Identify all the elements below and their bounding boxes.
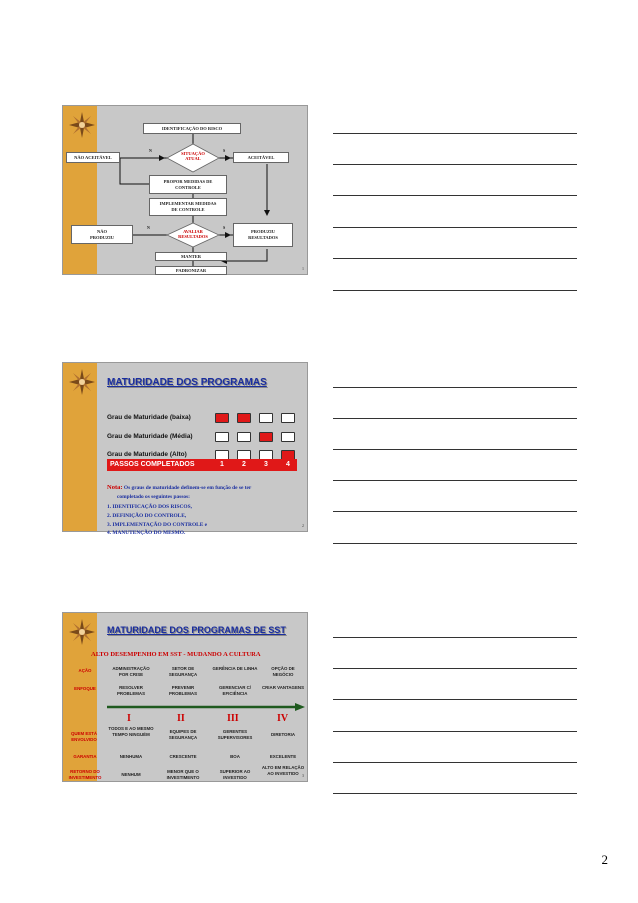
- note-line: [333, 637, 577, 638]
- level-3: III: [227, 713, 239, 724]
- compass-star-icon: [69, 619, 95, 645]
- cell-quem-2: EQUIPES DE SEGURANÇA: [168, 729, 198, 740]
- maturity-square: [237, 432, 251, 442]
- diamond-situacao-atual: SITUAÇÃO ATUAL: [181, 151, 205, 162]
- note-line: [333, 480, 577, 481]
- note-line: [333, 793, 577, 794]
- passos-completados-bar: [107, 459, 297, 471]
- maturity-square: [259, 413, 273, 423]
- cell-garantia-3: BOA: [230, 754, 240, 759]
- slide-title: MATURIDADE DOS PROGRAMAS: [107, 377, 267, 388]
- cell-garantia-2: CRESCENTE: [169, 754, 197, 759]
- step-3: 3. IMPLEMENTAÇÃO DO CONTROLE e: [107, 522, 208, 528]
- cell-retorno-1: NENHUM: [121, 772, 141, 777]
- box-nao-produziu: NÃO PRODUZIU: [71, 225, 133, 244]
- cell-retorno-3: SUPERIOR AO INVESTIDO: [219, 769, 251, 780]
- maturity-square: [281, 432, 295, 442]
- box-propor-medidas: PROPOR MEDIDAS DE CONTROLE: [149, 175, 227, 194]
- slide-maturidade-sst: [62, 612, 308, 782]
- note-line: [333, 449, 577, 450]
- diamond-avaliar-resultados: AVALIAR RESULTADOS: [178, 229, 208, 240]
- maturity-square: [215, 432, 229, 442]
- label-s-1: S: [223, 148, 226, 153]
- nota-text-2: completado os seguintes passos:: [117, 494, 190, 500]
- label-n-2: N: [147, 225, 150, 230]
- cell-acao-2: SETOR DE SEGURANÇA: [168, 666, 198, 677]
- cell-enfoque-2: PREVENIR PROBLEMAS: [168, 685, 198, 696]
- slide-number: 3: [302, 773, 304, 778]
- maturity-label-low: Grau de Maturidade (baixa): [107, 414, 191, 421]
- slide-maturidade: [62, 362, 308, 536]
- note-line: [333, 418, 577, 419]
- box-manter: MANTER: [155, 252, 227, 261]
- note-line: [333, 133, 577, 134]
- page-number: 2: [601, 852, 608, 867]
- nota-text: Os graus de maturidade definem-se em função de se ter: [123, 485, 252, 491]
- slide-number: 1: [302, 266, 304, 271]
- maturity-square: [281, 413, 295, 423]
- box-produziu-resultados: PRODUZIU RESULTADOS: [233, 223, 293, 247]
- passo-1: 1: [220, 461, 224, 468]
- box-nao-aceitavel: NÃO ACEITÁVEL: [66, 152, 120, 163]
- note-line: [333, 543, 577, 544]
- box-implementar-medidas: IMPLEMENTAR MEDIDAS DE CONTROLE: [149, 198, 227, 216]
- maturity-label-high: Grau de Maturidade (Alto): [107, 451, 187, 458]
- cell-quem-1: TODOS E AO MESMO TEMPO NINGUÉM: [108, 726, 154, 737]
- note-line: [333, 699, 577, 700]
- passos-label: PASSOS COMPLETADOS: [110, 461, 195, 468]
- row-label-enfoque: ENFOQUE: [74, 686, 96, 691]
- level-1: I: [127, 713, 131, 724]
- note-line: [333, 195, 577, 196]
- cell-enfoque-3: GERENCIAR C/ EFICIÊNCIA: [219, 685, 251, 696]
- level-2: II: [177, 713, 185, 724]
- row-label-retorno: RETORNO DO INVESTIMENTO: [68, 769, 102, 780]
- maturity-square: [215, 413, 229, 423]
- maturity-square: [237, 413, 251, 423]
- cell-enfoque-1: RESOLVER PROBLEMAS: [116, 685, 146, 696]
- slide-subtitle: ALTO DESEMPENHO EM SST - MUDANDO A CULTURA: [91, 651, 261, 658]
- maturity-label-medium: Grau de Maturidade (Média): [107, 433, 193, 440]
- passo-2: 2: [242, 461, 246, 468]
- row-label-quem: QUEM ESTÁ ENVOLVIDO: [70, 731, 98, 742]
- nota-line: [107, 484, 251, 491]
- note-line: [333, 511, 577, 512]
- step-2: 2. DEFINIÇÃO DO CONTROLE,: [107, 513, 187, 519]
- note-line: [333, 387, 577, 388]
- level-4: IV: [277, 713, 289, 724]
- step-4: 4. MANUTENÇÃO DO MESMO.: [107, 530, 186, 536]
- cell-acao-4: OPÇÃO DE NEGÓCIO: [271, 666, 295, 677]
- label-n-1: N: [149, 148, 152, 153]
- cell-enfoque-4: CRIAR VANTAGENS: [261, 685, 305, 690]
- passo-3: 3: [264, 461, 268, 468]
- note-line: [333, 668, 577, 669]
- note-line: [333, 762, 577, 763]
- cell-acao-3: GERÊNCIA DE LINHA: [212, 666, 258, 671]
- maturity-square: [259, 432, 273, 442]
- cell-retorno-2: MENOR QUE O INVESTIMENTO: [166, 769, 200, 780]
- passo-4: 4: [286, 461, 290, 468]
- cell-retorno-4: ALTO EM RELAÇÃO AO INVESTIDO: [261, 765, 305, 776]
- cell-garantia-4: EXCELENTE: [269, 754, 297, 759]
- note-line: [333, 290, 577, 291]
- box-aceitavel: ACEITÁVEL: [233, 152, 289, 163]
- label-s-2: S: [223, 225, 226, 230]
- note-line: [333, 227, 577, 228]
- slide-flowchart: [62, 105, 308, 275]
- note-line: [333, 258, 577, 259]
- slide-title: MATURIDADE DOS PROGRAMAS DE SST: [107, 625, 286, 635]
- box-padronizar: PADRONIZAR: [155, 266, 227, 275]
- progression-arrow: [107, 703, 307, 711]
- row-label-garantia: GARANTIA: [73, 754, 97, 759]
- slide-number: 2: [302, 523, 304, 528]
- cell-quem-3: GERENTES SUPERVISORES: [217, 729, 253, 740]
- cell-garantia-1: NENHUMA: [119, 754, 143, 759]
- box-identificacao-risco: IDENTIFICAÇÃO DO RISCO: [143, 123, 241, 134]
- cell-quem-4: DIRETORIA: [270, 732, 296, 737]
- nota-label: Nota:: [107, 484, 123, 491]
- compass-star-icon: [69, 369, 95, 395]
- note-line: [333, 731, 577, 732]
- note-line: [333, 164, 577, 165]
- cell-acao-1: ADMINISTRAÇÃO POR CRISE: [112, 666, 150, 677]
- row-label-acao: AÇÃO: [78, 668, 92, 673]
- step-1: 1. IDENTIFICAÇÃO DOS RISCOS,: [107, 504, 192, 510]
